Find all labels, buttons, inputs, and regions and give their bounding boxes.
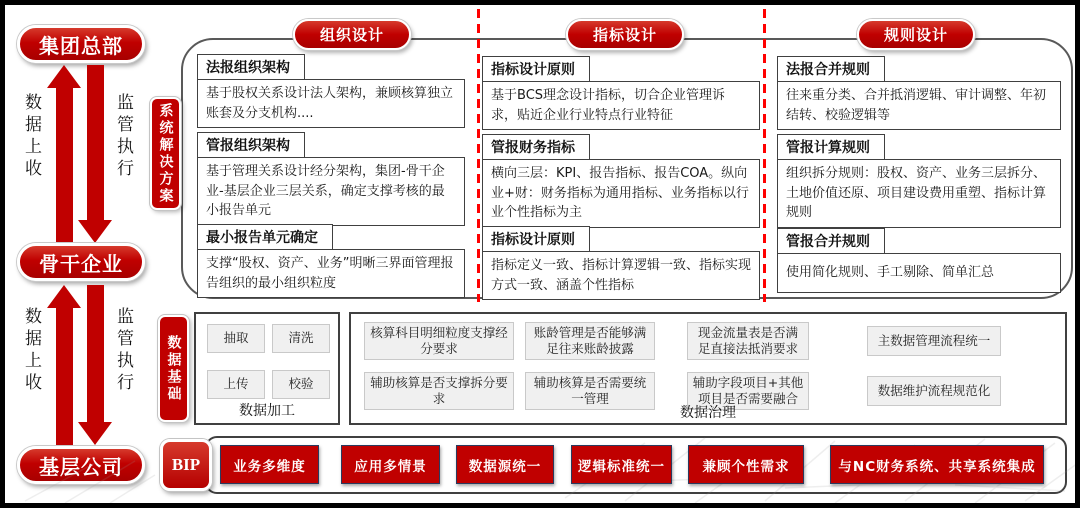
down-arrow-icon (78, 285, 112, 445)
card-mgmt-org (197, 131, 465, 226)
node-label: 骨干企业 (39, 251, 123, 276)
arrow-shaft (56, 88, 73, 243)
governance-item: 主数据管理流程统一 (867, 326, 1001, 356)
column-divider (763, 9, 766, 302)
arrow-head (47, 285, 81, 308)
governance-item: 核算科目明细粒度支撑经分要求 (364, 322, 514, 360)
header-rule-design (857, 19, 975, 50)
flow-down-label: 监管执行 (113, 307, 133, 395)
node-backbone (17, 243, 145, 281)
bip-tag-label: BIP (171, 455, 201, 474)
bip-item-logic-standard: 逻辑标准统一 (571, 445, 672, 484)
governance-item: 账龄管理是否能够满足往来账龄披露 (525, 322, 655, 360)
governance-item: 辅助字段项目+其他项目是否需要融合 (687, 372, 809, 410)
card-body: 基于管理关系设计经分架构，集团-骨干企业-基层企业三层关系，确定支撑考核的最小报告单元 (197, 157, 465, 226)
card-title: 最小报告单元确定 (197, 224, 333, 250)
card-body: 使用简化规则、手工剔除、简单汇总 (777, 253, 1061, 293)
arrow-shaft (56, 308, 73, 445)
governance-item: 现金流量表是否满足直接法抵消要求 (687, 322, 809, 360)
card-indicator-principle-1 (482, 55, 760, 130)
arrow-head (78, 422, 112, 445)
card-title: 管报合并规则 (777, 228, 885, 254)
header-indicator-design (566, 19, 684, 50)
card-legal-org (197, 53, 465, 128)
processing-label: 数据加工 (239, 403, 295, 419)
card-title: 指标设计原则 (482, 226, 590, 252)
up-arrow-icon (47, 285, 81, 445)
data-processing-box (194, 312, 340, 425)
solution-tag (150, 97, 181, 210)
down-arrow-icon (78, 65, 112, 243)
arrow-shaft (87, 285, 104, 422)
solution-tag-label: 系统解决方案 (157, 102, 174, 205)
governance-label: 数据治理 (680, 405, 736, 421)
flow-group-to-backbone (17, 65, 133, 245)
card-title: 管报组织架构 (197, 132, 305, 158)
card-mgmt-calc-rule (777, 133, 1061, 228)
card-mgmt-merge-rule (777, 227, 1061, 293)
bip-item-personalized: 兼顾个性需求 (688, 445, 804, 484)
column-divider (477, 9, 480, 302)
card-title: 管报财务指标 (482, 134, 590, 160)
bip-item-multiscenario: 应用多情景 (341, 445, 440, 484)
data-governance-box (349, 312, 1067, 425)
card-body: 指标定义一致、指标计算逻辑一致、指标实现方式一致、涵盖个性指标 (482, 251, 760, 300)
up-arrow-icon (47, 65, 81, 243)
processing-item: 上传 (207, 370, 265, 399)
bip-item-datasource: 数据源统一 (456, 445, 554, 484)
flow-down-label: 监管执行 (113, 93, 133, 181)
card-body: 支撑“股权、资产、业务”明晰三界面管理报告组织的最小组织粒度 (197, 249, 465, 298)
governance-item: 辅助核算是否需要统一管理 (525, 372, 655, 410)
card-indicator-principle-2 (482, 225, 760, 300)
node-label: 集团总部 (39, 33, 123, 58)
arrow-head (78, 220, 112, 243)
header-org-design (293, 19, 411, 50)
card-mgmt-financial-indicator (482, 133, 760, 228)
flow-up-label: 数据上收 (21, 307, 41, 395)
header-label: 规则设计 (883, 26, 948, 44)
node-label: 基层公司 (39, 454, 123, 479)
data-foundation-tag (158, 315, 189, 422)
card-body: 往来重分类、合并抵消逻辑、审计调整、年初结转、校验逻辑等 (777, 81, 1061, 130)
card-body: 横向三层：KPI、报告指标、报告COA。纵向业+财：财务指标为通用指标、业务指标以行业个性指标为主 (482, 159, 760, 228)
card-title: 指标设计原则 (482, 56, 590, 82)
card-body: 基于BCS理念设计指标，切合企业管理诉求，贴近企业行业特点行业特征 (482, 81, 760, 130)
flow-up-label: 数据上收 (21, 93, 41, 181)
card-title: 法报组织架构 (197, 54, 305, 80)
card-title: 法报合并规则 (777, 56, 885, 82)
arrow-shaft (87, 65, 104, 220)
arrow-head (47, 65, 81, 88)
data-foundation-tag-label: 数据基础 (165, 334, 182, 403)
bip-item-multidimension: 业务多维度 (220, 445, 319, 484)
governance-item: 数据维护流程规范化 (867, 376, 1001, 406)
governance-item: 辅助核算是否支撑拆分要求 (364, 372, 514, 410)
bip-tag (160, 439, 212, 491)
processing-item: 清洗 (272, 324, 330, 353)
card-min-report-unit (197, 223, 465, 298)
node-group-hq (17, 25, 145, 63)
processing-item: 校验 (272, 370, 330, 399)
header-label: 组织设计 (319, 26, 384, 44)
header-label: 指标设计 (592, 26, 657, 44)
card-title: 管报计算规则 (777, 134, 885, 160)
card-legal-merge-rule (777, 55, 1061, 130)
flow-backbone-to-base (17, 285, 133, 447)
bip-item-nc-integration: 与NC财务系统、共享系统集成 (830, 445, 1044, 484)
card-body: 组织拆分规则：股权、资产、业务三层拆分、土地价值还原、项目建设费用重塑、指标计算规则 (777, 159, 1061, 228)
node-base-company (17, 446, 145, 484)
processing-item: 抽取 (207, 324, 265, 353)
card-body: 基于股权关系设计法人架构，兼顾核算独立账套及分支机构.... (197, 79, 465, 128)
